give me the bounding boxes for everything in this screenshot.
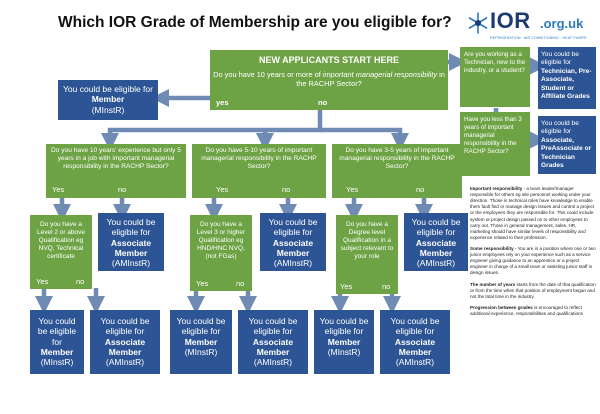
result-associate-l2 — [90, 310, 160, 374]
q5-10-no-label: no — [282, 185, 291, 194]
result-abbr: (AMInstR) — [253, 357, 293, 368]
note-term: Progression between grades — [470, 304, 533, 310]
note-text: is encouraged to reflect additional experience, responsibilities and qualifications — [470, 304, 583, 316]
question-10-years — [46, 144, 186, 198]
technician-result-grades: Technician, Pre-Associate, Student or Affiliate Grades — [541, 67, 592, 101]
result-abbr: (AMInstR) — [273, 258, 313, 269]
result-abbr: (AMInstR) — [395, 357, 435, 368]
question-level2-text: Do you have a Level 2 or above Qualification eg NVQ, Technical certificate — [36, 221, 86, 260]
question-5-10-text: Do you have 5-10 years of important managerial responsibility in the RACHP Sector? — [201, 147, 317, 171]
result-associate-col3 — [404, 213, 468, 271]
result-abbr: (AMInstR) — [416, 258, 456, 269]
result-line: You could be eligible for — [319, 316, 369, 337]
question-level3-text: Do you have a Level 3 or higher Qualification eg HND/HNC NVQ, (not FGas) — [196, 221, 246, 260]
result-associate-col2 — [260, 213, 326, 271]
note-text: starts from the date of that qualification or from the time when that position of employment began and not the total time in the industry. — [470, 281, 596, 299]
result-line: You could be eligible for — [268, 217, 318, 238]
level3-no-label: no — [236, 279, 245, 288]
result-abbr: (AMInstR) — [105, 357, 145, 368]
q3-5-yes-label: Yes — [346, 185, 359, 194]
definitions-notes — [470, 186, 596, 322]
result-member-l2 — [30, 310, 84, 374]
result-line: You could be eligible for — [390, 316, 440, 337]
note-text: - You are in a position where one or two junior employees rely on your experience such as a service engineer giving guidance to an apprentice or a project engineer in charge of a small team or assisting junior staff in design issues. — [470, 245, 596, 276]
q10-yes-label: Yes — [52, 185, 65, 194]
arrow-to-q3-5 — [320, 130, 400, 142]
result-grade: Member — [40, 347, 74, 358]
result-abbr: (AMInstR) — [111, 258, 151, 269]
result-grade: Associate Member — [272, 237, 314, 259]
result-grade: Member — [327, 336, 361, 347]
start-question — [213, 70, 445, 88]
result-abbr: (MInstR) — [40, 357, 74, 368]
question-5-10-years — [192, 144, 326, 198]
page-title: Which IOR Grade of Membership are you eligible for? — [58, 14, 452, 31]
result-grade: Associate Member — [415, 237, 457, 259]
question-3-5-text: Do you have 3-5 years of important managerial responsibility in the RACHP Sector? — [339, 147, 455, 171]
result-associate-l3 — [238, 310, 308, 374]
result-member-degree — [314, 310, 374, 374]
question-degree — [336, 215, 398, 294]
result-grade: Member — [184, 336, 218, 347]
technician-result-box — [538, 47, 596, 109]
result-grade: Associate Member — [394, 336, 436, 358]
result-grade: Associate Member — [252, 336, 294, 358]
result-line: You could be eligible for — [248, 316, 298, 337]
question-3-5-years — [332, 144, 462, 198]
technician-result-pre: You could be eligible for — [541, 51, 579, 67]
start-question-em: important managerial responsibility — [322, 69, 438, 79]
question-degree-text: Do you have a Degree level Qualification in a subject relevant to your role — [340, 221, 394, 260]
note-progression — [470, 305, 596, 317]
q3-5-no-label: no — [416, 185, 425, 194]
result-grade: Associate Member — [104, 336, 146, 358]
start-question-post: in the RACHP Sector? — [296, 69, 445, 88]
result-abbr: (MInstR) — [91, 104, 125, 115]
less3-result-pre: You could be eligible for — [541, 120, 579, 136]
note-text: - a team leader/manager responsible for others eg site personnel working under your direction. Those in technical roles have knowledge to enable them fault find or manage design issues and control a project or the employees they are responsible for. This could include system or project design passed on to other employees to carry out. Those in general management, sales, HR, marketing should have similar levels of responsibility and experience related to their profession. — [470, 186, 595, 240]
note-term: The number of years — [470, 281, 516, 287]
level2-yes-label: Yes — [36, 277, 49, 286]
q10-no-label: no — [118, 185, 127, 194]
less3-result-box — [538, 116, 596, 174]
result-line: You could be eligible for — [106, 217, 156, 238]
result-line: You could be eligible for — [37, 316, 77, 347]
result-abbr: (MInstR) — [327, 347, 361, 358]
start-no-label: no — [318, 98, 328, 107]
question-10-years-text: Do you have 10 years' experience but only 5 years in a job with important managerial responsibility in the RACHP Sector? — [51, 147, 181, 171]
result-line: You could be eligible for — [100, 316, 150, 337]
result-line: You could be eligible for — [63, 84, 153, 94]
note-term: Important responsibility — [470, 186, 523, 191]
q5-10-yes-label: Yes — [216, 185, 229, 194]
logo-tagline: REFRIGERATION · AIR CONDITIONING · HEAT PUMPS — [490, 36, 587, 40]
result-associate-col1 — [98, 213, 164, 271]
result-line: You could be eligible for — [176, 316, 226, 337]
less3-question-box: Have you less than 3 years of important managerial responsibility in the RACHP Sector? — [460, 112, 530, 176]
note-term: Some responsibility — [470, 245, 514, 251]
result-line: You could be eligible for — [411, 217, 461, 238]
start-box — [210, 50, 448, 110]
note-number-of-years — [470, 282, 596, 300]
result-member-l3 — [170, 310, 232, 374]
less3-result-grades: Associate, PreAssociate or Technician Grades — [541, 136, 592, 170]
degree-yes-label: Yes — [340, 282, 353, 291]
question-level3 — [190, 215, 252, 291]
result-grade: Associate Member — [110, 237, 152, 259]
level3-yes-label: Yes — [196, 279, 209, 288]
start-yes-label: yes — [216, 98, 229, 107]
start-heading: NEW APPLICANTS START HERE — [258, 55, 399, 65]
result-grade: Member — [91, 94, 125, 105]
degree-no-label: no — [382, 282, 391, 291]
logo-domain: .org.uk — [540, 16, 584, 31]
question-level2 — [30, 215, 92, 289]
result-member-top — [58, 80, 158, 120]
note-important-responsibility — [470, 186, 596, 241]
start-question-pre: Do you have 10 years or more of — [213, 69, 323, 79]
result-associate-degree — [380, 310, 450, 374]
logo-brand: IOR — [490, 8, 531, 33]
note-some-responsibility — [470, 246, 596, 277]
level2-no-label: no — [76, 277, 85, 286]
technician-question-box: Are you working as a Technician, new to the industry, or a student? — [460, 47, 530, 107]
result-abbr: (MInstR) — [184, 347, 218, 358]
